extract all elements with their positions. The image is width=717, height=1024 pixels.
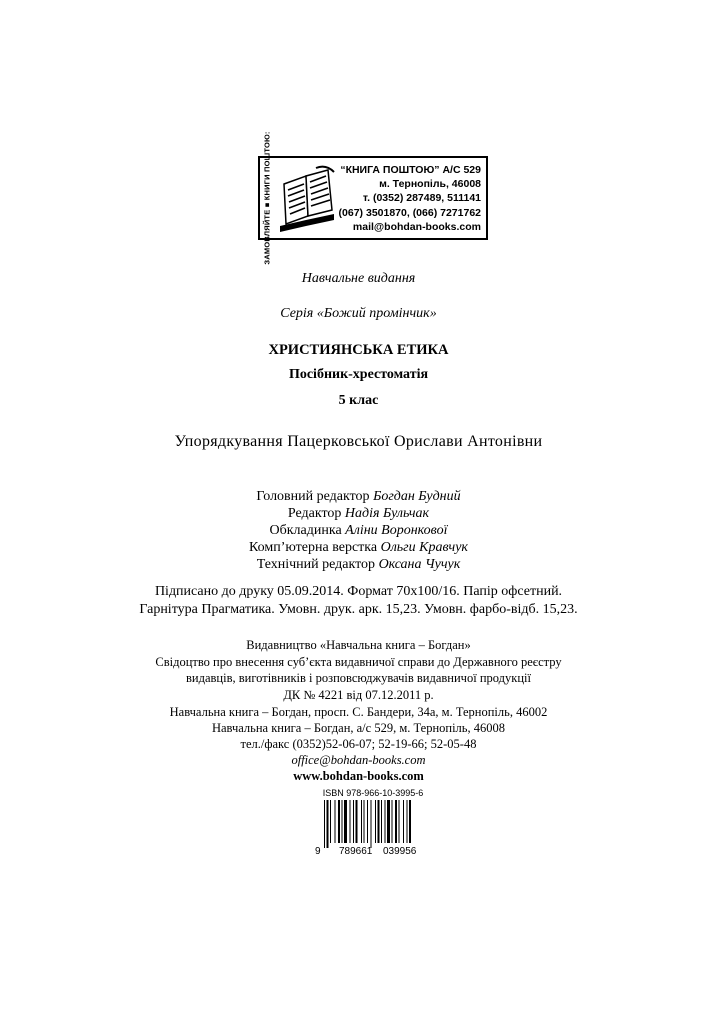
barcode-bar: [385, 800, 386, 843]
publisher-line: Навчальна книга – Богдан, просп. С. Бандери, 34а, м. Тернопіль, 46002: [169, 705, 548, 719]
barcode-bar: [367, 800, 368, 843]
credit-role: Редактор: [287, 506, 342, 521]
ad-line: м. Тернопіль, 46008: [379, 178, 481, 191]
barcode-bar: [361, 800, 362, 843]
barcode-bar: [330, 800, 331, 843]
book-subtitle: Посібник-хрестоматія: [288, 367, 429, 382]
publisher-line: тел./факс (0352)52-06-07; 52-19-66; 52-05-48: [240, 737, 477, 751]
ad-line: “КНИГА ПОШТОЮ” А/С 529: [340, 164, 481, 176]
barcode-bar: [395, 800, 397, 843]
credit-cover: [0, 523, 717, 539]
publisher-line: Свідоцтво про внесення суб’єкта видавничої справи до Державного реєстру: [155, 655, 562, 669]
ad-line: (067) 3501870, (066) 7271762: [338, 206, 481, 219]
barcode-bar: [409, 800, 411, 843]
barcode-bar: [375, 800, 376, 843]
ad-contact-lines: [339, 163, 481, 234]
print-info-line: Підписано до друку 05.09.2014. Формат 70х100/16. Папір офсетний.: [154, 584, 563, 599]
barcode-bar: [371, 800, 372, 848]
credit-role: Головний редактор: [256, 489, 370, 504]
credit-layout: [0, 540, 717, 556]
credit-name: Аліни Воронкової: [345, 523, 448, 538]
barcode-bar: [327, 800, 329, 848]
credit-tech-editor: [0, 557, 717, 573]
barcode-bar: [364, 800, 365, 843]
credit-role: Обкладинка: [269, 523, 342, 538]
barcode-bar: [338, 800, 340, 843]
publisher-line: Навчальна книга – Богдан, а/с 529, м. Тернопіль, 46008: [211, 721, 505, 735]
edition-type: Навчальне видання: [301, 271, 416, 286]
book-title: ХРИСТИЯНСЬКА ЕТИКА: [268, 342, 449, 358]
print-info-line: Гарнітура Прагматика. Умовн. друк. арк. 15,23. Умовн. фарбо-відб. 15,23.: [139, 602, 578, 617]
publisher-line: видавців, виготівників і розповсюджувачів видавничої продукції: [186, 671, 531, 685]
publisher-website: www.bohdan-books.com: [293, 769, 424, 783]
barcode-bar: [381, 800, 382, 843]
credit-role: Комп’ютерна верстка: [249, 540, 378, 555]
barcode-bar: [353, 800, 354, 843]
credit-editor: [0, 506, 717, 522]
barcode-bar: [407, 800, 408, 843]
barcode-bar: [342, 800, 343, 843]
barcode-bar: [350, 800, 351, 843]
credit-name: Ольги Кравчук: [380, 540, 468, 555]
barcode-bar: [378, 800, 380, 843]
ad-email: mail@bohdan-books.com: [352, 220, 481, 233]
barcode-bar: [335, 800, 336, 843]
barcode-digits-left: 789661: [339, 846, 373, 856]
barcode: [314, 800, 430, 856]
grade-label: 5 клас: [338, 393, 379, 408]
barcode-bar: [403, 800, 404, 843]
publisher-email: office@bohdan-books.com: [291, 753, 426, 767]
series-name: Серія «Божий промінчик»: [280, 306, 437, 321]
barcode-bar: [324, 800, 325, 848]
barcode-bar: [399, 800, 400, 843]
barcode-bar: [392, 800, 393, 843]
open-book-icon: [276, 164, 338, 234]
credit-name: Оксана Чучук: [378, 557, 461, 572]
credit-role: Технічний редактор: [256, 557, 376, 572]
publisher-line: ДК № 4221 від 07.12.2011 р.: [283, 688, 434, 702]
publisher-line: Видавництво «Навчальна книга – Богдан»: [246, 638, 471, 652]
barcode-bar: [344, 800, 347, 843]
mail-order-ad: [258, 131, 488, 265]
isbn-label: ISBN 978-966-10-3995-6: [322, 788, 424, 798]
compiler-line: Упорядкування Пацерковської Орислави Антонівни: [174, 433, 543, 450]
credit-chief-editor: [0, 489, 717, 505]
barcode-digits-right: 039956: [383, 846, 417, 856]
barcode-bar: [356, 800, 358, 843]
barcode-digit-first: 9: [315, 846, 321, 856]
ad-side-label: ЗАМОВЛЯЙТЕ ■ КНИГИ ПОШТОЮ:: [262, 131, 272, 265]
barcode-bar: [387, 800, 390, 843]
ad-line: т. (0352) 287489, 511141: [362, 192, 481, 205]
credit-name: Богдан Будний: [373, 489, 461, 504]
credit-name: Надія Бульчак: [344, 506, 430, 521]
